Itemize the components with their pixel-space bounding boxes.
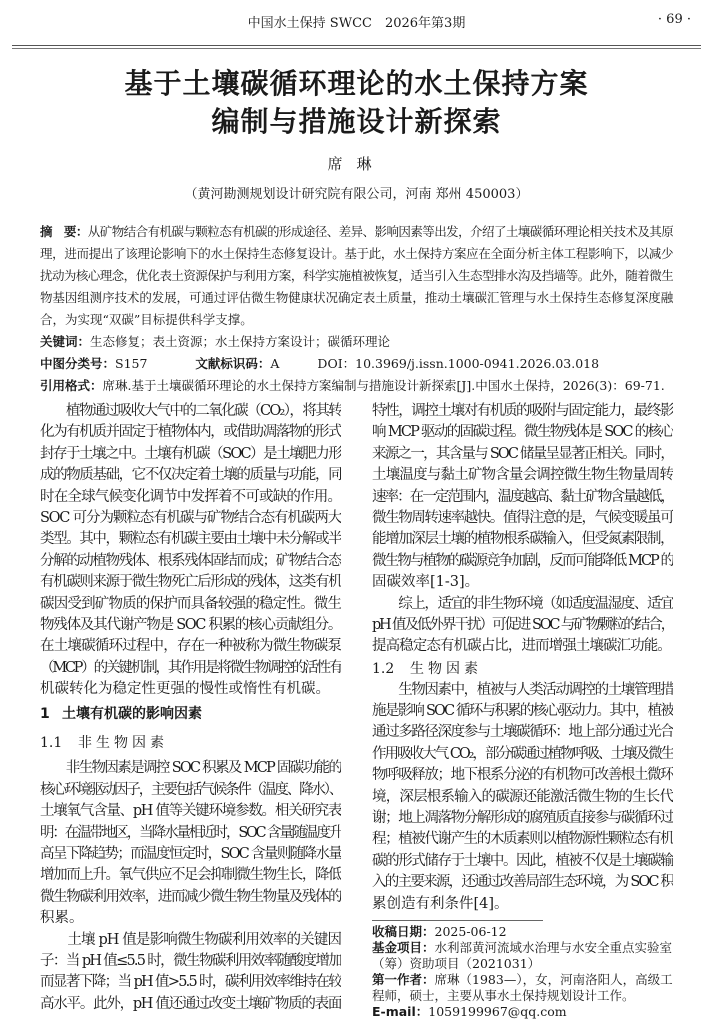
page-number: · 69 · <box>657 12 691 27</box>
doc-code-value: A <box>270 356 280 371</box>
abstract-line <box>40 221 673 243</box>
subsection-heading <box>372 658 673 680</box>
text-line: 碳因受到矿物质的保护而具备较强的稳定性。微生 <box>40 595 341 612</box>
abstract-line <box>40 265 673 287</box>
citation-label: 引用格式： <box>40 378 103 393</box>
text-line: 植物通过吸收大气中的二氧化碳（CO₂），将其转 <box>40 403 341 419</box>
text-line: 明：在温带地区，当降水量相近时，SOC 含量随温度升 <box>40 824 341 841</box>
text-line: 谢；地上凋落物分解形成的腐殖质直接参与碳循环过 <box>372 810 673 827</box>
abstract-line <box>40 309 673 331</box>
keywords-label: 关键词： <box>40 334 91 349</box>
first-author-label: 第一作者： <box>372 972 435 987</box>
text-line: 固碳效率[1-3]。 <box>372 574 480 591</box>
text-line: 土壤 pH 值是影响微生物碳利用效率的关键因 <box>40 931 341 948</box>
text-line: 来源之一，其含量与 SOC 储量呈显著正相关。同时， <box>372 445 673 462</box>
heading-text: 生物因素 <box>410 660 482 677</box>
email-value[interactable]: 1059199967@qq.com <box>428 1004 567 1019</box>
text-line: 土壤氧气含量、pH 值等关键环境参数。相关研究表 <box>40 803 341 820</box>
received-label: 收稿日期： <box>372 924 435 939</box>
text-line: 能增加深层土壤的植物根系碳输入，但受氮素限制， <box>372 531 673 548</box>
author-name: 席琳 <box>327 155 386 173</box>
keywords <box>40 331 673 353</box>
doi-value: 10.3969/j.issn.1000-0941.2026.03.018 <box>355 356 600 371</box>
text-line: 高水平。此外，pH 值还通过改变土壤矿物质的表面 <box>40 995 341 1012</box>
text-line: 时在全球气候变化调节中发挥着不可或缺的作用。 <box>40 488 341 505</box>
text-line: 封存于土壤之中。土壤有机碳（SOC）是土壤肥力形 <box>40 445 341 462</box>
abstract-line <box>40 243 673 265</box>
article-title-line-1: 基于土壤碳循环理论的水土保持方案 <box>124 67 589 100</box>
abstract-line <box>40 287 673 309</box>
text-line: pH 值及低外界干扰）可促进 SOC 与矿物颗粒的结合， <box>372 616 673 633</box>
classification <box>40 353 673 375</box>
heading-number: 1 <box>40 706 50 723</box>
text-line: 化为有机质并固定于植物体内，或借助凋落物的形式 <box>40 424 341 441</box>
abstract-line-text: 扰动为核心理念，优化表土资源保护与利用方案，科学实施植被恢复，适当引入生态型排水沟及挡墙等。此外，随着微生 <box>40 268 673 283</box>
keywords-text: 生态修复；表土资源；水土保持方案设计；碳循环理论 <box>90 334 391 349</box>
first-author <box>372 972 673 1004</box>
text-line: 生物因素中，植被与人类活动调控的土壤管理措 <box>372 681 673 698</box>
abstract-line-text: 从矿物结合有机碳与颗粒态有机碳的形成途径、差异、影响因素等出发，介绍了土壤碳循环理论相关技术及其原 <box>87 224 673 239</box>
text-line: （MCP）的关键机制，其作用是将微生物调控的活性有 <box>40 659 341 676</box>
journal-issue: 中国水土保持 SWCC 2026年第3期 <box>247 16 466 31</box>
text-line: 境，深层根系输入的碳源还能激活微生物的生长代 <box>372 788 673 805</box>
clc-label: 中图分类号： <box>40 356 116 371</box>
abstract-label: 摘 要： <box>40 224 88 239</box>
text-line: 成的物质基础，它不仅决定着土壤的质量与功能，同 <box>40 467 341 484</box>
abstract-line-text: 物基因组测序技术的发展，可通过评估微生物健康状况确定表土质量，推动土壤碳汇管理与水土保持生态修复深度融 <box>40 290 673 305</box>
text-line: 土壤温度与黏土矿物含量会调控微生物生物量周转 <box>372 467 673 484</box>
clc-value: S157 <box>115 356 148 371</box>
text-line: 类型。其中，颗粒态有机碳主要由土壤中未分解或半 <box>40 531 341 548</box>
text-line: 积累。 <box>40 910 84 927</box>
text-line: 通过多路径深度参与土壤碳循环：地上部分通过光合 <box>372 724 673 741</box>
paragraph <box>372 401 673 594</box>
citation-text: 席琳.基于土壤碳循环理论的水土保持方案编制与措施设计新探索[J].中国水土保持，2026(3)：69-71. <box>102 378 665 393</box>
heading-number: 1.2 <box>372 660 395 677</box>
abstract-line-text: 合，为实现“双碳”目标提供科学支撑。 <box>40 312 253 327</box>
text-line: 施是影响 SOC 循环与积累的核心驱动力。其中，植被 <box>372 703 673 720</box>
abstract <box>40 221 673 331</box>
received-date <box>372 924 673 940</box>
text-line: 而显著下降；当 pH 值>5.5 时，碳利用效率维持在较 <box>40 974 341 991</box>
text-line: 高呈下降趋势；而温度恒定时，SOC 含量则随降水量 <box>40 846 341 863</box>
paragraph <box>40 758 341 929</box>
text-line: 提高稳定态有机碳占比，进而增强土壤碳汇功能。 <box>372 638 671 655</box>
paragraph <box>372 594 673 658</box>
paragraph <box>40 401 341 700</box>
text-line: 子：当 pH 值≤5.5 时，微生物碳利用效率随酸度增加 <box>40 952 341 969</box>
paragraph <box>372 680 673 915</box>
text-line: 碳的形式储存于土壤中。因此，植被不仅是土壤碳输 <box>372 852 673 869</box>
text-line: 核心环境驱动因子，主要包括气候条件（温度、降水）、 <box>40 781 341 798</box>
article-title-line-2: 编制与措施设计新探索 <box>211 105 502 138</box>
fund-label: 基金项目： <box>372 940 435 955</box>
text-line: 程；植被代谢产生的木质素则以植物源性颗粒态有机 <box>372 831 673 848</box>
email <box>372 1004 673 1020</box>
text-line: 综上，适宜的非生物环境（如适度温湿度、适宜 <box>372 595 673 612</box>
doi-label: DOI： <box>317 356 356 371</box>
author-affiliation: （黄河勘测规划设计研究院有限公司，河南 郑州 450003） <box>184 187 529 202</box>
text-line: 分解的动植物残体、根系残体固结而成；矿物结合态 <box>40 552 341 569</box>
fund-project <box>372 940 673 972</box>
fund-value: 水利部黄河流域水治理与水安全重点实验室（筹）资助项目（2021031） <box>372 940 673 971</box>
paragraph <box>40 930 341 1016</box>
text-line: 物呼吸释放；地下根系分泌的有机物可改善根土微环 <box>372 767 673 784</box>
citation <box>40 375 673 397</box>
running-header <box>0 12 713 34</box>
text-line: 微生物周转速率越快。值得注意的是，气候变暖虽可 <box>372 509 673 526</box>
text-line: 累创造有利条件[4]。 <box>372 895 509 912</box>
subsection-heading <box>40 728 341 758</box>
abstract-block <box>40 221 673 397</box>
text-line: 物残体及其代谢产物是 SOC 积累的核心贡献组分。 <box>40 616 341 633</box>
footnote-rule <box>372 920 543 921</box>
header-double-rule <box>12 45 701 49</box>
doc-code-label: 文献标识码： <box>195 356 271 371</box>
email-label: E-mail： <box>372 1004 429 1019</box>
body-left-column <box>40 401 341 1015</box>
text-line: 特性，调控土壤对有机质的吸附与固定能力，最终影 <box>372 403 673 419</box>
text-line: 响 MCP 驱动的固碳过程。微生物残体是 SOC 的核心 <box>372 424 673 441</box>
heading-text: 非生物因素 <box>78 735 168 752</box>
text-line: 微生物碳利用效率，进而减少微生物生物量及残体的 <box>40 888 341 905</box>
text-line: 增加而上升。氧气供应不足会抑制微生物生长，降低 <box>40 867 341 884</box>
text-line: 微生物与植物的碳源竞争加剧，反而可能降低 MCP 的 <box>372 552 673 569</box>
received-value: 2025-06-12 <box>434 924 507 939</box>
text-line: SOC 可分为颗粒态有机碳与矿物结合态有机碳两大 <box>40 509 341 526</box>
text-line: 入的主要来源，还通过改善局部生态环境，为 SOC 积 <box>372 874 673 891</box>
heading-number: 1.1 <box>40 735 63 752</box>
footnotes <box>372 924 673 1020</box>
text-line: 非生物因素是调控 SOC 积累及 MCP 固碳功能的 <box>40 760 341 777</box>
first-author-value: 席琳（1983—），女，河南洛阳人，高级工程师，硕士，主要从事水土保持规划设计工作。 <box>372 972 673 1003</box>
text-line: 速率：在一定范围内，温度越高、黏土矿物含量越低， <box>372 488 673 505</box>
text-line: 机碳转化为稳定性更强的慢性或惰性有机碳。 <box>40 681 330 698</box>
heading-text: 土壤有机碳的影响因素 <box>62 706 202 723</box>
text-line: 作用吸收大气 CO₂，部分碳通过植物呼吸、土壤及微生 <box>372 745 673 762</box>
abstract-line-text: 理，进而提出了该理论影响下的水土保持生态修复设计。基于此，水土保持方案应在全面分析主体工程影响下，以减少 <box>40 246 673 261</box>
body-right-column <box>372 401 673 915</box>
text-line: 有机碳则来源于微生物死亡后形成的残体，这类有机 <box>40 574 341 591</box>
section-heading <box>40 700 341 728</box>
text-line: 在土壤碳循环过程中，存在一种被称为微生物碳泵 <box>40 638 341 655</box>
